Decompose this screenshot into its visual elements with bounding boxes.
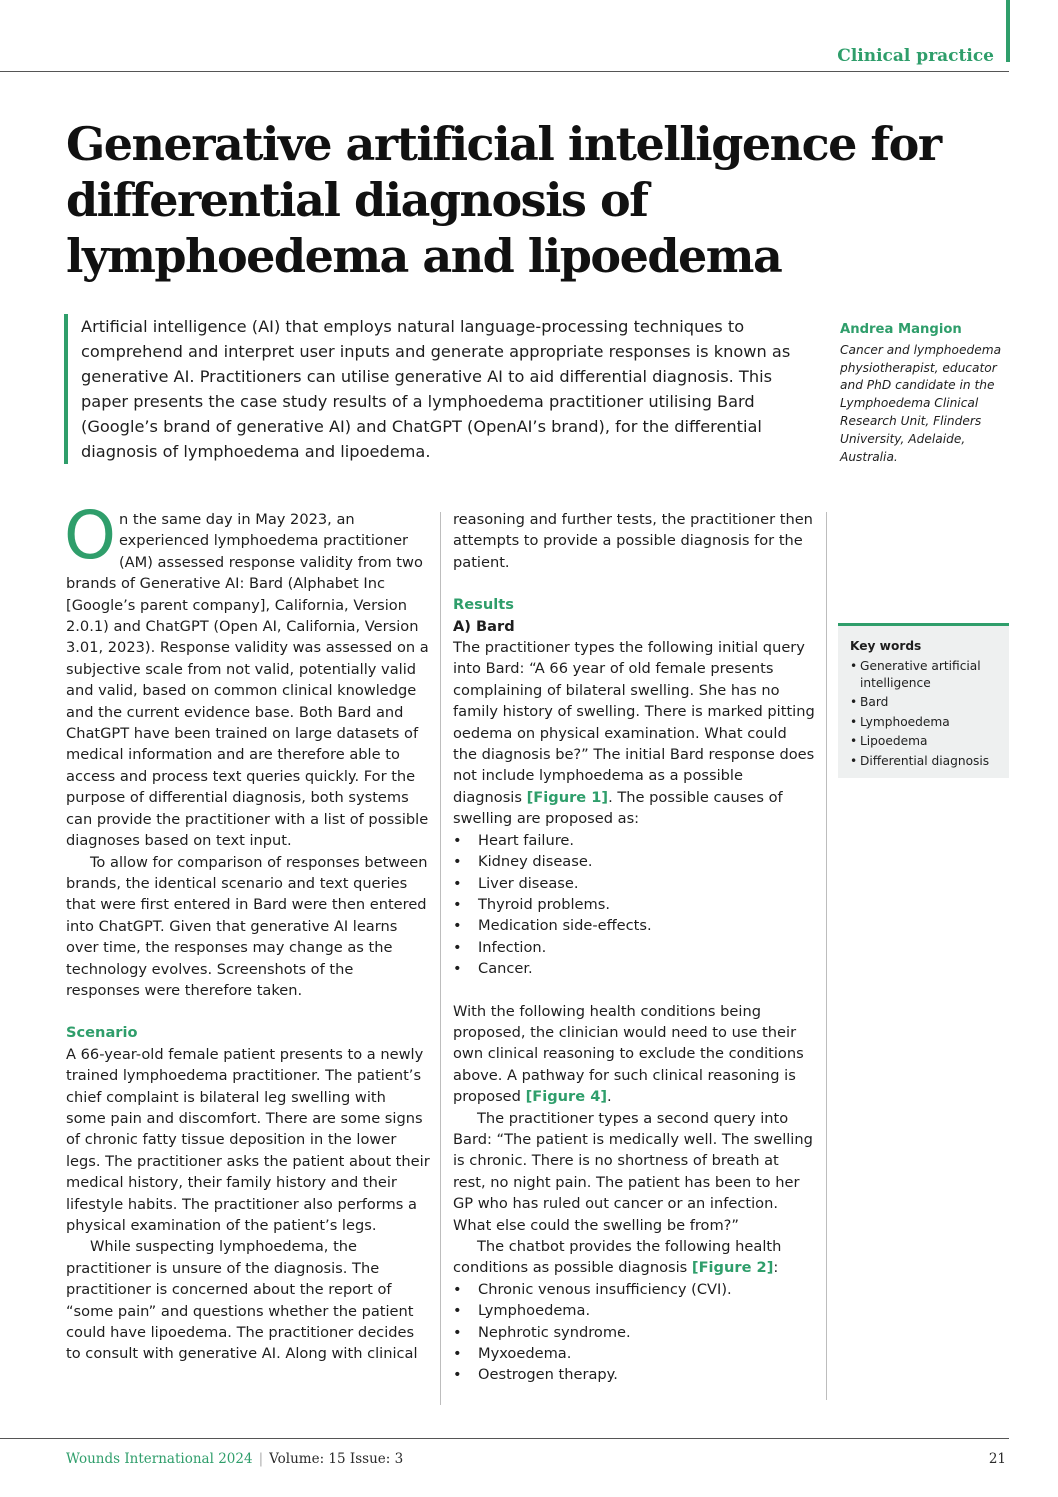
list-item: • Infection.: [453, 937, 815, 958]
body-column-1: [64, 497, 430, 1365]
keywords-title: Key words: [850, 639, 922, 653]
author-name: Andrea Mangion: [840, 322, 962, 337]
footer-separator: |: [258, 1451, 264, 1467]
keyword-item: • Generative artificial intelligence: [850, 658, 1009, 692]
page-number: 21: [988, 1451, 1006, 1467]
keyword-item: • Lipoedema: [850, 733, 1009, 750]
list-item: • Liver disease.: [453, 873, 815, 894]
author-affiliation: Cancer and lymphoedema physiotherapist, educator and PhD candidate in the Lymphoedema Clinical Research Unit, Flinders University, Adelaide, Australia.: [840, 342, 1002, 464]
footer: [66, 1451, 403, 1467]
paragraph: A 66-year-old female patient presents to a newly trained lymphoedema practitioner. The patient’s chief complaint is bilateral leg swelling with some pain and discomfort. There are some signs of chronic fatty tissue deposition in the lower legs. The practitioner asks the patient about their medical history, their family history and their lifestyle habits. The practitioner also performs a physical examination of the patient’s legs.: [66, 1045, 430, 1234]
paragraph: reasoning and further tests, the practitioner then attempts to provide a possible diagnosis for the patient.: [453, 511, 813, 571]
paragraph: While suspecting lymphoedema, the practitioner is unsure of the diagnosis. The practitioner is concerned about the report of “some pain” and questions whether the patient could have lipoedema. The practitioner decides to consult with generative AI. Along with clinical: [66, 1238, 418, 1363]
paragraph: [453, 1236, 815, 1279]
keyword-item: • Differential diagnosis: [850, 753, 1009, 770]
list-item: • Oestrogen therapy.: [453, 1364, 815, 1385]
paragraph-text: The chatbot provides the following health conditions as possible diagnosis: [453, 1238, 782, 1277]
causes-list: [453, 830, 815, 980]
figure-1-link[interactable]: [Figure 1]: [526, 788, 609, 806]
bard-subheading: A) Bard: [453, 617, 515, 635]
paragraph: To allow for comparison of responses between brands, the identical scenario and text queries that were first entered in Bard were then entered into ChatGPT. Given that generative AI learns over time, the responses may change as the technology evolves. Screenshots of the responses were therefore taken.: [66, 853, 428, 999]
header-rule: [0, 71, 1009, 72]
paragraph-text: . The possible causes of swelling are proposed as:: [453, 788, 783, 828]
abstract: Artificial intelligence (AI) that employs natural language-processing techniques to comprehend and interpret user inputs and generate appropriate responses is known as generative AI. Practitioners can utilise generative AI to aid differential diagnosis. This paper presents the case study results of a lymphoedema practitioner utilising Bard (Google’s brand of generative AI) and ChatGPT (OpenAI’s brand), for the differential diagnosis of lymphoedema and lipoedema.: [64, 314, 821, 464]
column-divider: [440, 512, 441, 1405]
scenario-heading: Scenario: [66, 1024, 138, 1042]
spacer: [453, 980, 815, 1001]
issue-info: Volume: 15 Issue: 3: [269, 1451, 404, 1467]
list-item: • Thyroid problems.: [453, 894, 815, 915]
keyword-item: • Bard: [850, 694, 1009, 711]
body-column-2: [453, 509, 815, 1386]
diagnosis-list: [453, 1279, 815, 1386]
list-item: • Chronic venous insufficiency (CVI).: [453, 1279, 815, 1300]
paragraph-text: .: [607, 1088, 612, 1106]
intro-text: n the same day in May 2023, an experienced lymphoedema practitioner (AM) assessed response validity from two brands of Generative AI: Bard (Alphabet Inc [Google’s parent company], California, Version 2.0.1) and ChatGPT (Open AI, California, Version 3.01, 2023). Response validity was assessed on a subjective scale from not valid, potentially valid and valid, based on common clinical knowledge and the current evidence base. Both Bard and ChatGPT have been trained on large datasets of medical information and are therefore able to access and process text queries quickly. For the purpose of differential diagnosis, both systems can provide the practitioner with a list of possible diagnoses based on text input.: [66, 511, 429, 850]
list-item: • Myxoedema.: [453, 1343, 815, 1364]
paragraph-text: :: [773, 1259, 779, 1277]
intro-paragraph: [64, 497, 430, 852]
figure-2-link[interactable]: [Figure 2]: [691, 1259, 774, 1277]
paragraph-text: With the following health conditions being proposed, the clinician would need to use their own clinical reasoning to exclude the conditions above. A pathway for such clinical reasoning is proposed: [453, 1002, 804, 1106]
section-label: Clinical practice: [837, 46, 994, 66]
author-block: [840, 321, 1010, 466]
list-item: • Lymphoedema.: [453, 1300, 815, 1321]
list-item: • Nephrotic syndrome.: [453, 1322, 815, 1343]
paragraph: The practitioner types a second query into Bard: “The patient is medically well. The swelling is chronic. There is no shortness of breath at rest, no night pain. The patient has been to her GP who has ruled out cancer or an infection. What else could the swelling be from?”: [453, 1109, 813, 1234]
footer-rule: [0, 1438, 1009, 1439]
list-item: • Kidney disease.: [453, 851, 815, 872]
list-item: • Cancer.: [453, 958, 815, 979]
column-divider: [826, 512, 827, 1400]
top-accent-bar: [1006, 0, 1010, 62]
keywords-box: [838, 623, 1009, 778]
journal-name: Wounds International 2024: [66, 1451, 253, 1467]
paragraph-text: The practitioner types the following initial query into Bard: “A 66 year of old female presents complaining of bilateral swelling. She has no family history of swelling. There is marked pitting oedema on physical examination. What could the diagnosis be?” The initial Bard response does not include lymphoedema as a possible diagnosis: [453, 639, 815, 806]
list-item: • Heart failure.: [453, 830, 815, 851]
paragraph: [453, 637, 815, 830]
figure-4-link[interactable]: [Figure 4]: [525, 1088, 608, 1106]
drop-cap: O: [64, 497, 116, 574]
list-item: • Medication side-effects.: [453, 915, 815, 936]
results-heading: Results: [453, 596, 514, 614]
paragraph: [453, 1001, 815, 1108]
keyword-item: • Lymphoedema: [850, 714, 1009, 731]
article-title: Generative artificial intelligence for differential diagnosis of lymphoedema and lipoedema: [66, 117, 941, 283]
keywords-list: [850, 658, 1009, 770]
